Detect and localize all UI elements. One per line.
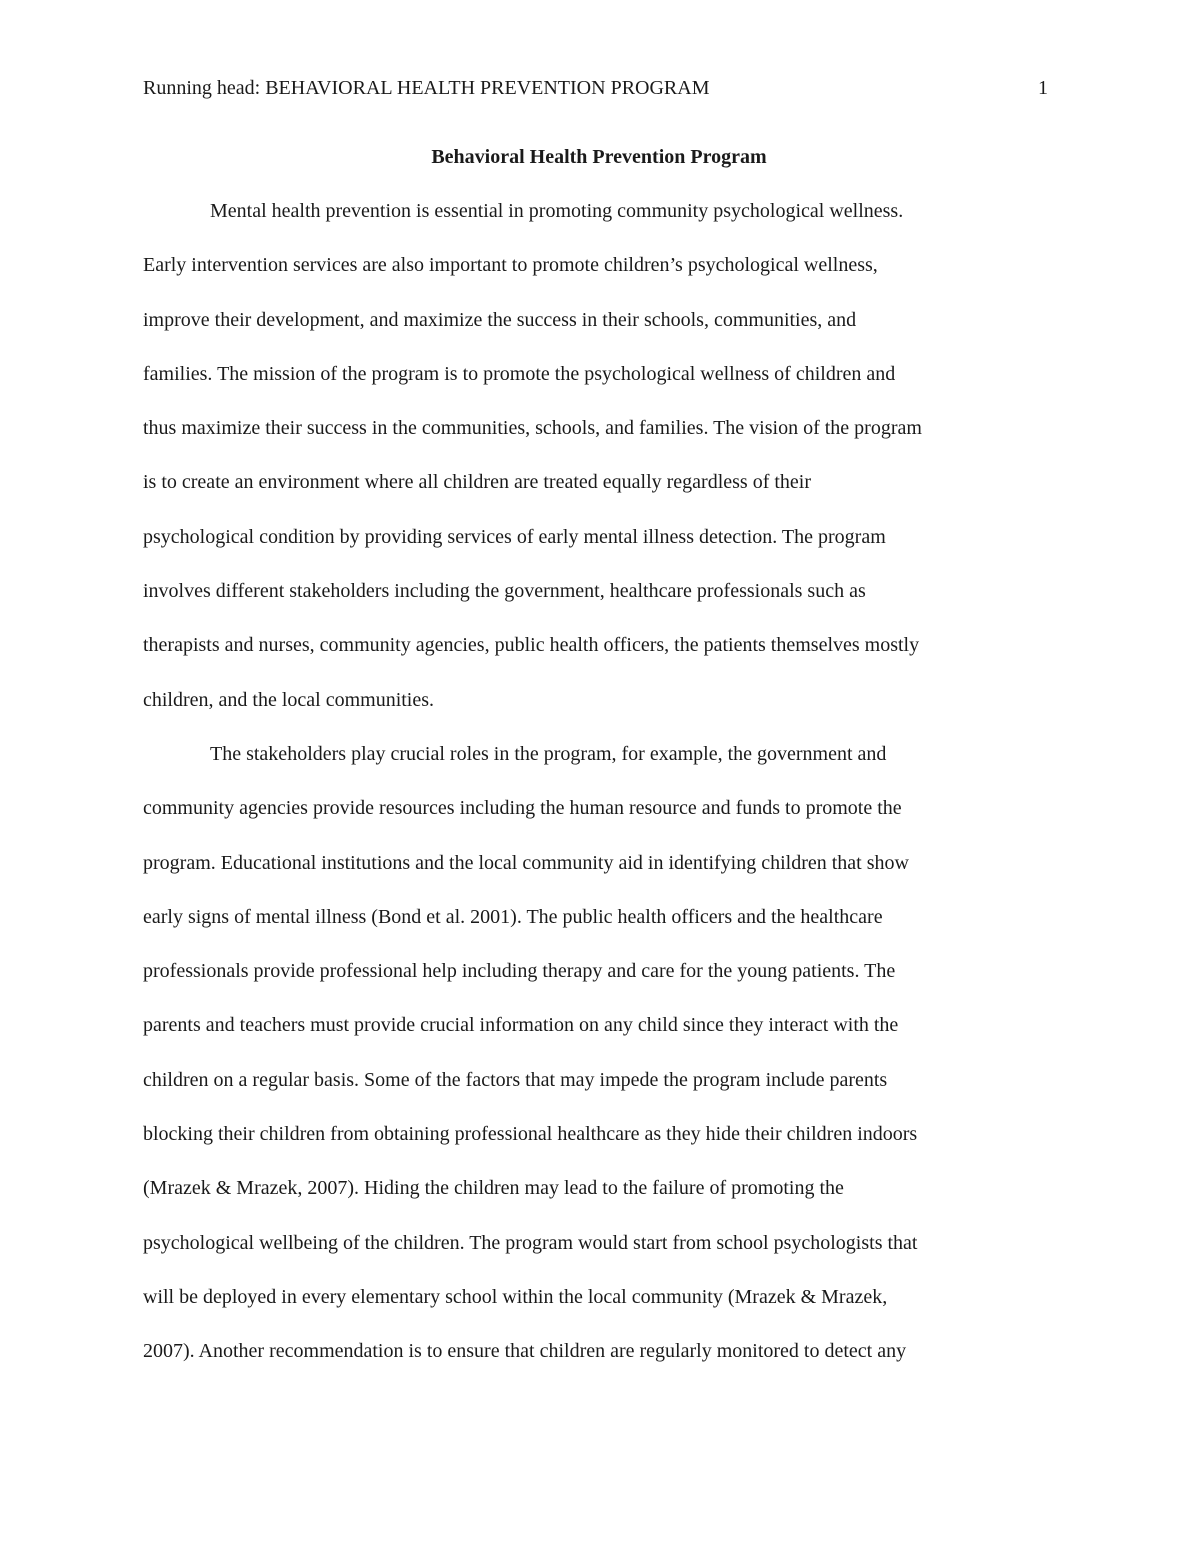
text-line: children on a regular basis. Some of the factors that may impede the program include parents	[143, 1068, 888, 1091]
text-line: families. The mission of the program is to promote the psychological wellness of children and	[143, 362, 896, 385]
running-head-text: Running head: BEHAVIORAL HEALTH PREVENTION PROGRAM	[143, 77, 710, 99]
paragraph-first-line: The stakeholders play crucial roles in the program, for example, the government and	[210, 742, 887, 765]
text-line: Early intervention services are also important to promote children’s psychological wellness,	[143, 254, 878, 277]
text-line: early signs of mental illness (Bond et al. 2001). The public health officers and the healthcare	[143, 905, 883, 928]
document-title: Behavioral Health Prevention Program	[431, 146, 767, 168]
text-line: involves different stakeholders including the government, healthcare professionals such as	[143, 580, 866, 603]
text-line: psychological wellbeing of the children. The program would start from school psychologists that	[143, 1231, 918, 1254]
text-line: therapists and nurses, community agencies, public health officers, the patients themselves mostly	[143, 634, 920, 657]
body-text	[143, 197, 1073, 1392]
paragraph-first-line: Mental health prevention is essential in promoting community psychological wellness.	[210, 200, 904, 222]
text-line: professionals provide professional help including therapy and care for the young patients. The	[143, 960, 896, 983]
text-line: parents and teachers must provide crucial information on any child since they interact with the	[143, 1014, 899, 1037]
page-number: 1	[1038, 77, 1048, 99]
text-line: program. Educational institutions and the local community aid in identifying children that show	[143, 851, 909, 874]
text-line: children, and the local communities.	[143, 688, 435, 711]
running-head	[143, 74, 1048, 102]
text-line: will be deployed in every elementary school within the local community (Mrazek & Mrazek,	[143, 1285, 888, 1308]
text-line: is to create an environment where all children are treated equally regardless of their	[143, 471, 812, 494]
text-line: psychological condition by providing services of early mental illness detection. The program	[143, 525, 886, 548]
text-line: (Mrazek & Mrazek, 2007). Hiding the children may lead to the failure of promoting the	[143, 1177, 844, 1200]
text-line: blocking their children from obtaining professional healthcare as they hide their children indoors	[143, 1123, 918, 1146]
text-line: thus maximize their success in the communities, schools, and families. The vision of the program	[143, 417, 922, 440]
text-line: 2007). Another recommendation is to ensure that children are regularly monitored to detect any	[143, 1340, 907, 1363]
text-line: community agencies provide resources including the human resource and funds to promote the	[143, 797, 902, 820]
text-line: improve their development, and maximize the success in their schools, communities, and	[143, 308, 857, 331]
